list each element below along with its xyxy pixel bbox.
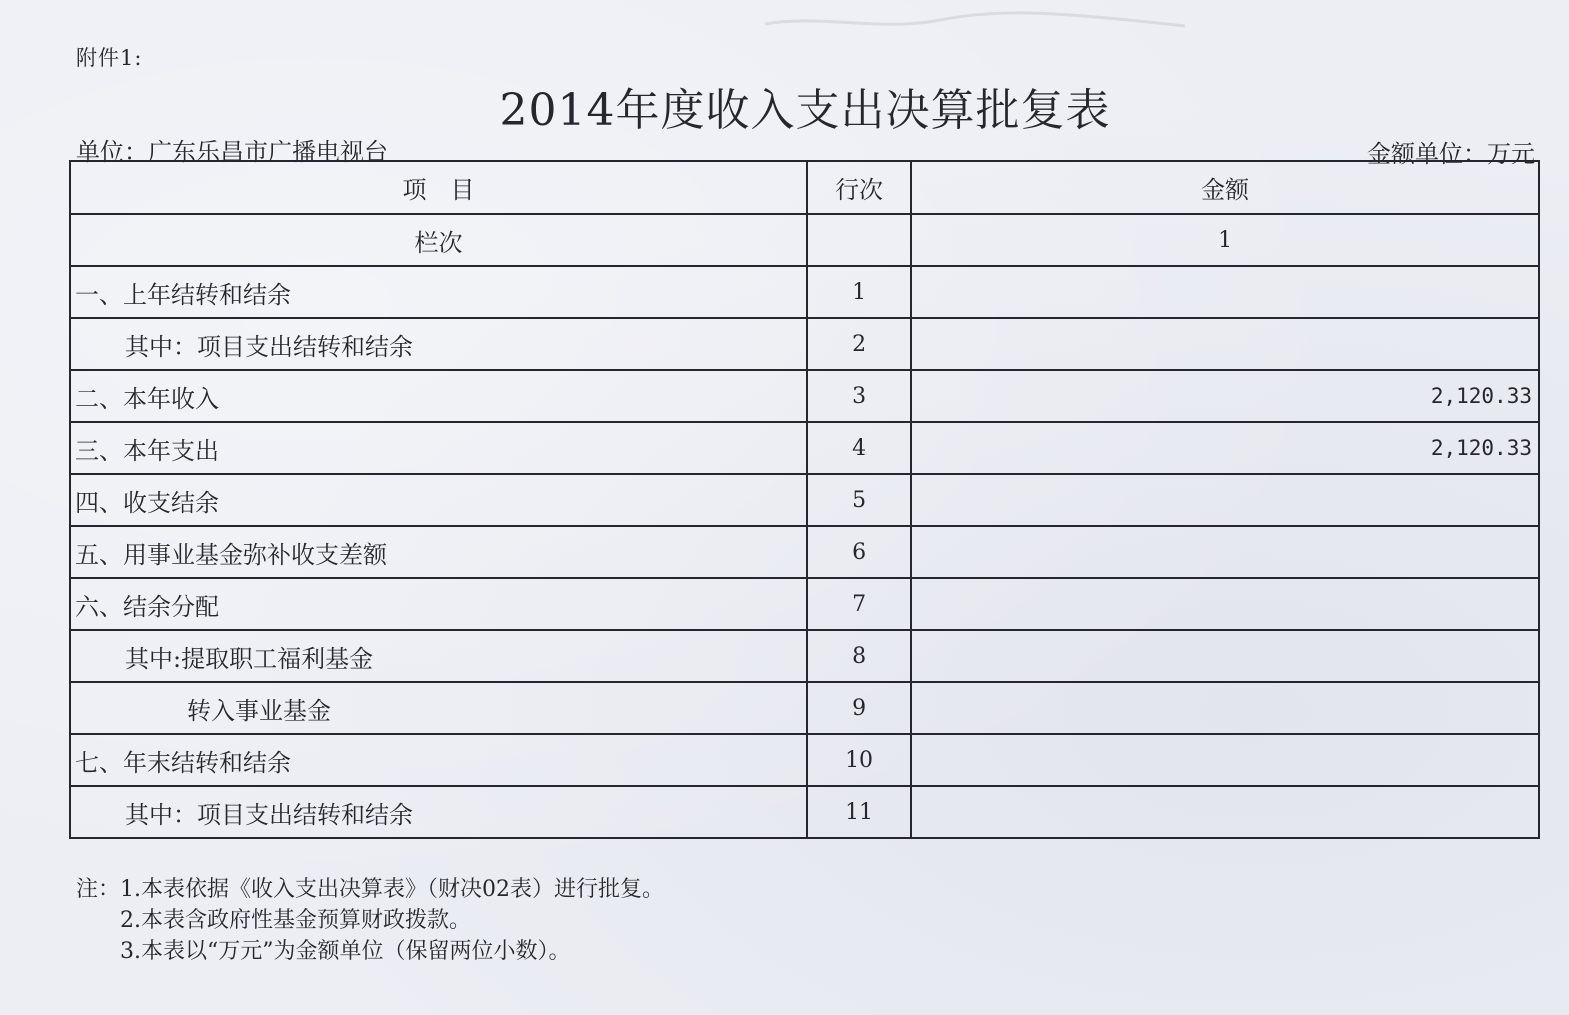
- table-row: [70, 630, 1539, 682]
- row-amount: 2,120.33: [911, 422, 1539, 474]
- table-row: [70, 786, 1539, 838]
- row-item: 其中：项目支出结转和结余: [70, 318, 807, 370]
- row-amount: [911, 786, 1539, 838]
- note-text: 2.本表含政府性基金预算财政拨款。: [120, 908, 471, 933]
- row-number: 4: [807, 422, 911, 474]
- notes-label: 注：: [76, 877, 121, 902]
- row-item: 二、本年收入: [70, 370, 807, 422]
- note-text: 1.本表依据《收入支出决算表》（财决02表）进行批复。: [120, 877, 664, 902]
- row-amount: 2,120.33: [911, 370, 1539, 422]
- row-number: 2: [807, 318, 911, 370]
- page-title: 2014年度收入支出决算批复表: [499, 85, 1111, 136]
- row-number: 8: [807, 630, 911, 682]
- table-row: [70, 734, 1539, 786]
- table-row: [70, 474, 1539, 526]
- column-index-amount: 1: [911, 214, 1539, 266]
- row-item: 三、本年支出: [70, 422, 807, 474]
- note-line: [76, 905, 664, 936]
- table-row: [70, 422, 1539, 474]
- table-row: [70, 318, 1539, 370]
- row-amount: [911, 474, 1539, 526]
- row-number: 1: [807, 266, 911, 318]
- row-number: 11: [807, 786, 911, 838]
- row-item: 其中：项目支出结转和结余: [70, 786, 807, 838]
- note-line: [76, 936, 664, 967]
- row-amount: [911, 630, 1539, 682]
- row-amount: [911, 266, 1539, 318]
- bleed-through-smudge: [760, 6, 1190, 36]
- unit-name: 单位：广东乐昌市广播电视台: [76, 138, 388, 166]
- approval-table: [69, 160, 1540, 839]
- row-item: 转入事业基金: [70, 682, 807, 734]
- column-header-item: 项 目: [70, 161, 807, 214]
- row-number: 6: [807, 526, 911, 578]
- row-item: 五、用事业基金弥补收支差额: [70, 526, 807, 578]
- row-number: 3: [807, 370, 911, 422]
- column-header-amount: 金额: [911, 161, 1539, 214]
- table-row: [70, 682, 1539, 734]
- row-number: 5: [807, 474, 911, 526]
- amount-unit: 金额单位：万元: [1367, 140, 1535, 168]
- column-index-item: 栏次: [70, 214, 807, 266]
- row-item: 七、年末结转和结余: [70, 734, 807, 786]
- row-amount: [911, 526, 1539, 578]
- notes-section: [76, 874, 664, 967]
- row-number: 9: [807, 682, 911, 734]
- column-index-row-no: [807, 214, 911, 266]
- note-text: 3.本表以“万元”为金额单位（保留两位小数）。: [120, 939, 571, 964]
- attachment-label: 附件1:: [76, 46, 143, 70]
- table-row: [70, 578, 1539, 630]
- row-item: 六、结余分配: [70, 578, 807, 630]
- row-item: 一、上年结转和结余: [70, 266, 807, 318]
- table-header-row: [70, 161, 1539, 214]
- row-amount: [911, 734, 1539, 786]
- row-amount: [911, 578, 1539, 630]
- row-amount: [911, 682, 1539, 734]
- row-item: 其中:提取职工福利基金: [70, 630, 807, 682]
- row-number: 10: [807, 734, 911, 786]
- note-line: [76, 874, 664, 905]
- row-number: 7: [807, 578, 911, 630]
- row-item: 四、收支结余: [70, 474, 807, 526]
- column-index-row: [70, 214, 1539, 266]
- table-row: [70, 526, 1539, 578]
- table-row: [70, 266, 1539, 318]
- row-amount: [911, 318, 1539, 370]
- column-header-row-no: 行次: [807, 161, 911, 214]
- table-row: [70, 370, 1539, 422]
